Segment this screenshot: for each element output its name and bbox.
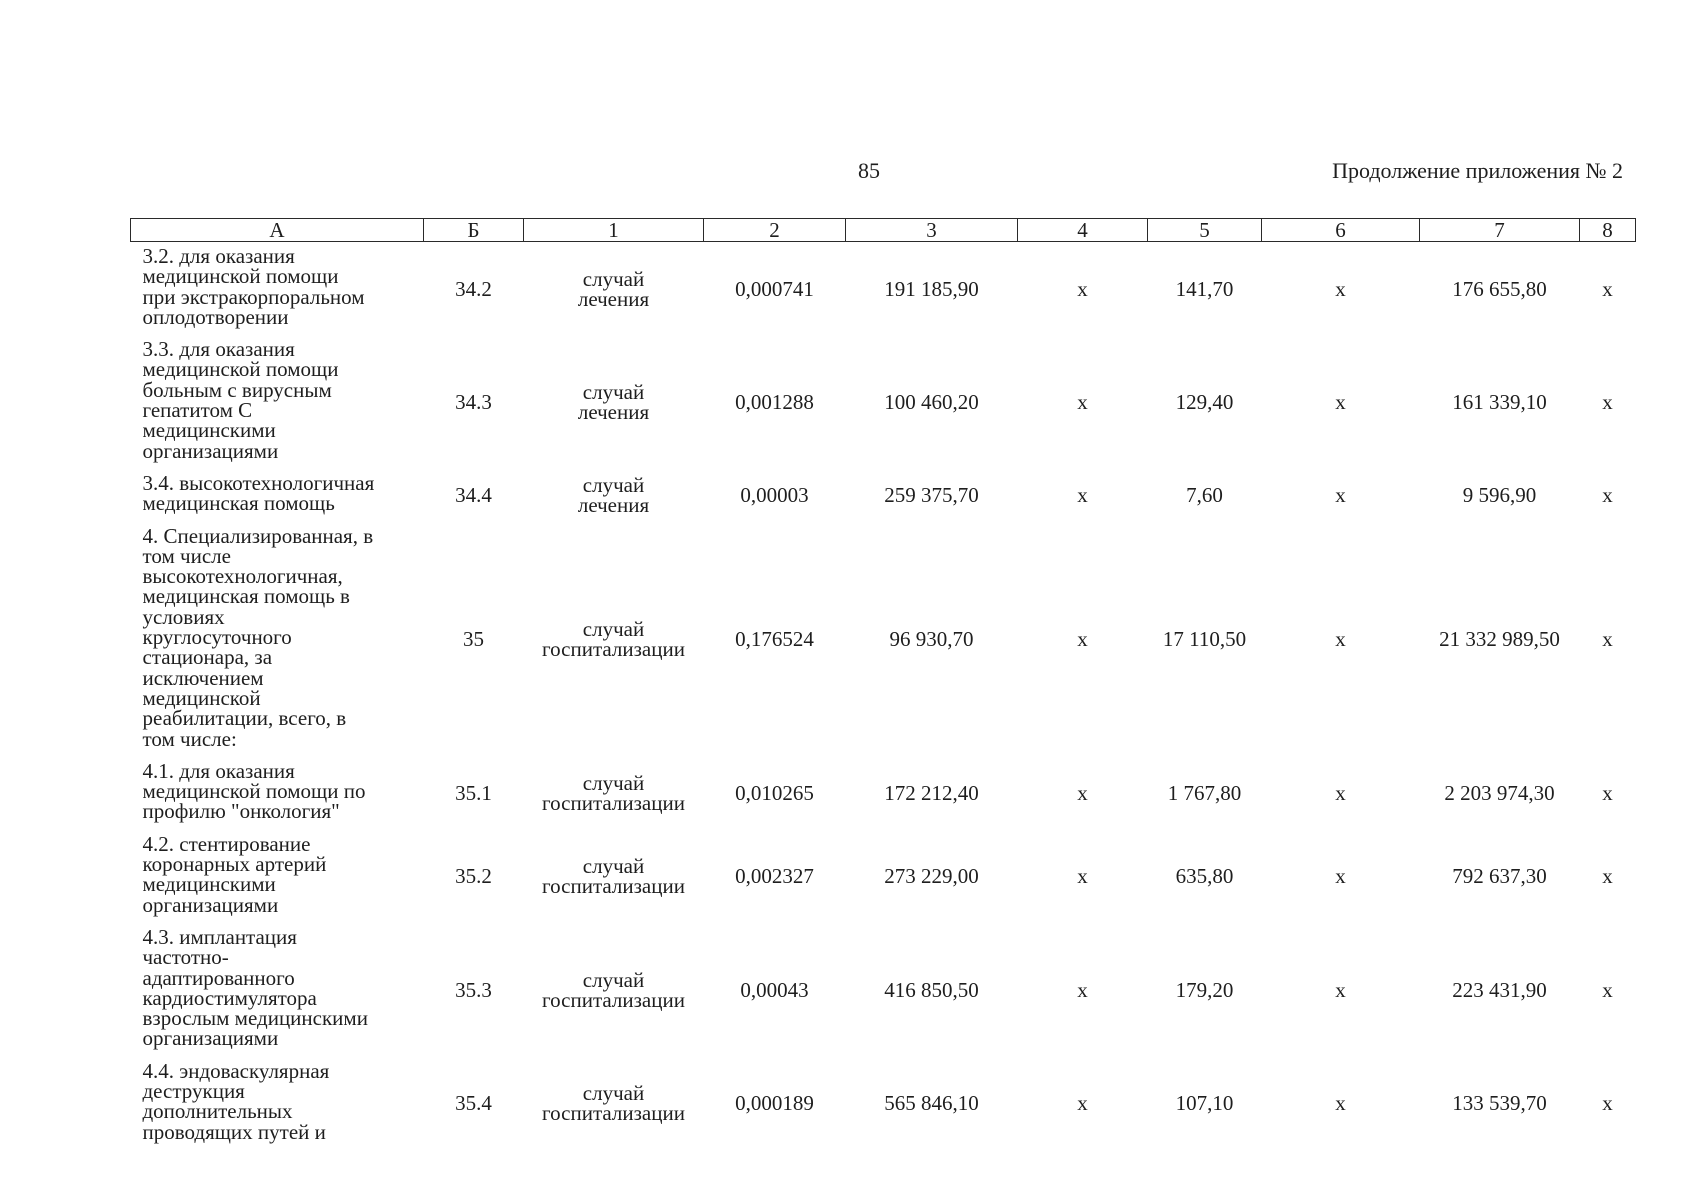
row-cell-c3: 172 212,40	[884, 781, 979, 806]
table-row	[131, 757, 1636, 830]
row-cell-c7: 161 339,10	[1452, 390, 1547, 415]
row-cell-c2: 0,00043	[740, 977, 809, 1002]
row-name-line: организациями	[142, 1026, 279, 1051]
row-cell-c8: х	[1602, 977, 1613, 1002]
row-cell-c7: 2 203 974,30	[1444, 781, 1555, 806]
row-name-line: оплодотворении	[142, 304, 289, 329]
row-name-line: реабилитации, всего, в	[142, 706, 347, 731]
row-name-line: коронарных артерий	[142, 852, 327, 877]
row-cell-c4: х	[1077, 276, 1088, 301]
row-code-cell: 35.3	[455, 977, 492, 1002]
appendix-label: Продолжение приложения № 2	[1332, 158, 1623, 183]
row-cell-c4: х	[1077, 781, 1088, 806]
col-header-b: Б	[424, 219, 524, 242]
row-name-line: больным с вирусным	[142, 377, 332, 402]
row-cell-c6: х	[1335, 781, 1346, 806]
row-cell-c7: 21 332 989,50	[1439, 627, 1560, 652]
row-name-cell	[131, 335, 424, 469]
row-cell-c5: 107,10	[1175, 1091, 1234, 1116]
row-cell-c8: х	[1602, 627, 1613, 652]
row-name-line: стационара, за	[142, 645, 273, 670]
row-code-cell: 34.2	[455, 276, 492, 301]
row-cell-c4: х	[1077, 390, 1088, 415]
row-cell-c6: х	[1335, 977, 1346, 1002]
row-name-line: 4. Специализированная, в	[142, 523, 374, 548]
row-name-line: 4.3. имплантация	[142, 924, 297, 949]
row-cell-c8: х	[1602, 276, 1613, 301]
data-table	[130, 218, 1636, 1150]
row-name-line: том числе	[142, 543, 231, 568]
row-name-line: организациями	[142, 892, 279, 917]
row-cell-c7: 176 655,80	[1452, 276, 1547, 301]
row-unit-line: случай	[582, 380, 645, 405]
row-cell-c8: х	[1602, 864, 1613, 889]
row-name-cell	[131, 1057, 424, 1150]
row-code-cell: 35.2	[455, 864, 492, 889]
row-cell-c3: 565 846,10	[884, 1091, 979, 1116]
row-cell-c4: х	[1077, 627, 1088, 652]
col-header-1: 1	[524, 219, 704, 242]
row-cell-c8: х	[1602, 1091, 1613, 1116]
row-unit-cell	[524, 469, 704, 522]
row-cell-c7: 9 596,90	[1462, 483, 1537, 508]
table-row	[131, 469, 1636, 522]
row-cell-c2: 0,010265	[735, 781, 814, 806]
table-row	[131, 830, 1636, 923]
row-name-line: 3.3. для оказания	[142, 337, 295, 362]
table-row	[131, 923, 1636, 1057]
row-cell-c4: х	[1077, 864, 1088, 889]
col-header-a: А	[131, 219, 424, 242]
row-cell-c8: х	[1602, 390, 1613, 415]
row-cell-c5: 17 110,50	[1162, 627, 1247, 652]
row-cell-c4: х	[1077, 977, 1088, 1002]
row-cell-c2: 0,000189	[735, 1091, 814, 1116]
row-name-line: профилю "онкология"	[142, 799, 340, 824]
row-cell-c7: 223 431,90	[1452, 977, 1547, 1002]
table-row	[131, 335, 1636, 469]
row-name-line: кардиостимулятора	[142, 985, 317, 1010]
row-name-line: деструкция	[142, 1078, 245, 1103]
table-header-row	[131, 219, 1636, 242]
row-cell-c5: 1 767,80	[1167, 781, 1242, 806]
row-name-line: взрослым медицинскими	[142, 1006, 368, 1031]
row-name-line: при экстракорпоральном	[142, 284, 365, 309]
row-cell-c2: 0,00003	[740, 483, 809, 508]
row-code-cell: 35.1	[455, 781, 492, 806]
row-name-line: гепатитом С	[142, 398, 253, 423]
row-name-line: частотно-	[142, 945, 229, 970]
row-cell-c5: 7,60	[1186, 483, 1223, 508]
row-cell-c8: х	[1602, 483, 1613, 508]
row-unit-line: лечения	[577, 286, 650, 311]
row-name-line: медицинскими	[142, 418, 276, 443]
row-unit-line: лечения	[577, 400, 650, 425]
row-cell-c6: х	[1335, 483, 1346, 508]
row-cell-c6: х	[1335, 276, 1346, 301]
table-row	[131, 522, 1636, 757]
row-cell-c4: х	[1077, 483, 1088, 508]
row-unit-line: случай	[582, 854, 645, 879]
page-number: 85	[858, 158, 880, 183]
row-name-cell	[131, 469, 424, 522]
row-name-line: организациями	[142, 438, 279, 463]
row-name-line: круглосуточного	[142, 625, 292, 650]
row-code-cell: 35.4	[455, 1091, 492, 1116]
row-name-cell	[131, 923, 424, 1057]
table-row	[131, 1057, 1636, 1150]
row-cell-c4: х	[1077, 1091, 1088, 1116]
col-header-7: 7	[1420, 219, 1580, 242]
row-unit-line: случай	[582, 967, 645, 992]
row-name-line: 3.2. для оказания	[142, 244, 295, 268]
row-name-line: 4.4. эндоваскулярная	[142, 1058, 330, 1083]
row-cell-c3: 96 930,70	[889, 627, 974, 652]
row-cell-c3: 259 375,70	[884, 483, 979, 508]
row-cell-c5: 141,70	[1175, 276, 1234, 301]
row-cell-c6: х	[1335, 864, 1346, 889]
row-cell-c6: х	[1335, 390, 1346, 415]
row-name-line: медицинской помощи	[142, 357, 339, 382]
row-name-cell	[131, 522, 424, 757]
row-unit-line: случай	[582, 473, 645, 498]
row-cell-c2: 0,000741	[735, 276, 814, 301]
row-cell-c2: 0,001288	[735, 390, 814, 415]
row-cell-c5: 635,80	[1175, 864, 1234, 889]
row-unit-cell	[524, 242, 704, 336]
row-unit-cell	[524, 830, 704, 923]
row-unit-line: госпитализации	[542, 1101, 685, 1126]
row-unit-cell	[524, 522, 704, 757]
row-cell-c2: 0,176524	[735, 627, 814, 652]
row-cell-c3: 191 185,90	[884, 276, 979, 301]
row-name-line: том числе:	[142, 726, 237, 751]
row-code-cell: 34.4	[455, 483, 492, 508]
row-code-cell: 35	[463, 627, 484, 652]
row-name-line: 4.2. стентирование	[142, 831, 311, 856]
row-name-line: медицинская помощь	[142, 491, 335, 516]
row-name-line: 4.1. для оказания	[142, 758, 295, 783]
col-header-2: 2	[704, 219, 846, 242]
row-unit-line: госпитализации	[542, 637, 685, 662]
row-unit-cell	[524, 335, 704, 469]
row-name-line: медицинской	[142, 685, 261, 710]
row-name-line: медицинской помощи	[142, 264, 339, 289]
col-header-6: 6	[1262, 219, 1420, 242]
row-name-cell	[131, 242, 424, 336]
row-name-line: 3.4. высокотехнологичная	[142, 470, 375, 495]
row-unit-line: госпитализации	[542, 791, 685, 816]
row-cell-c2: 0,002327	[735, 864, 814, 889]
row-name-cell	[131, 830, 424, 923]
row-name-line: медицинская помощь в	[142, 584, 350, 609]
col-header-8: 8	[1580, 219, 1636, 242]
row-unit-line: случай	[582, 266, 645, 291]
row-cell-c3: 273 229,00	[884, 864, 979, 889]
row-cell-c3: 416 850,50	[884, 977, 979, 1002]
row-name-line: адаптированного	[142, 965, 295, 990]
row-name-line: высокотехнологичная,	[142, 564, 343, 589]
row-name-line: медицинской помощи по	[142, 779, 366, 804]
row-cell-c7: 792 637,30	[1452, 864, 1547, 889]
row-unit-cell	[524, 1057, 704, 1150]
row-unit-cell	[524, 923, 704, 1057]
row-unit-line: случай	[582, 771, 645, 796]
row-name-line: проводящих путей и	[142, 1119, 326, 1144]
table-body	[131, 242, 1636, 1150]
row-cell-c5: 129,40	[1175, 390, 1234, 415]
row-cell-c7: 133 539,70	[1452, 1091, 1547, 1116]
row-name-line: исключением	[142, 665, 264, 690]
row-cell-c3: 100 460,20	[884, 390, 979, 415]
row-cell-c5: 179,20	[1175, 977, 1234, 1002]
row-code-cell: 34.3	[455, 390, 492, 415]
row-unit-line: случай	[582, 1081, 645, 1106]
row-unit-line: случай	[582, 617, 645, 642]
col-header-3: 3	[846, 219, 1018, 242]
row-cell-c6: х	[1335, 1091, 1346, 1116]
row-unit-line: лечения	[577, 493, 650, 518]
row-name-line: условиях	[142, 604, 225, 629]
row-unit-line: госпитализации	[542, 874, 685, 899]
row-name-line: медицинскими	[142, 872, 276, 897]
row-unit-line: госпитализации	[542, 987, 685, 1012]
row-unit-cell	[524, 757, 704, 830]
row-cell-c6: х	[1335, 627, 1346, 652]
row-name-cell	[131, 757, 424, 830]
row-cell-c8: х	[1602, 781, 1613, 806]
col-header-4: 4	[1018, 219, 1148, 242]
col-header-5: 5	[1148, 219, 1262, 242]
row-name-line: дополнительных	[142, 1099, 293, 1124]
table-row	[131, 242, 1636, 336]
